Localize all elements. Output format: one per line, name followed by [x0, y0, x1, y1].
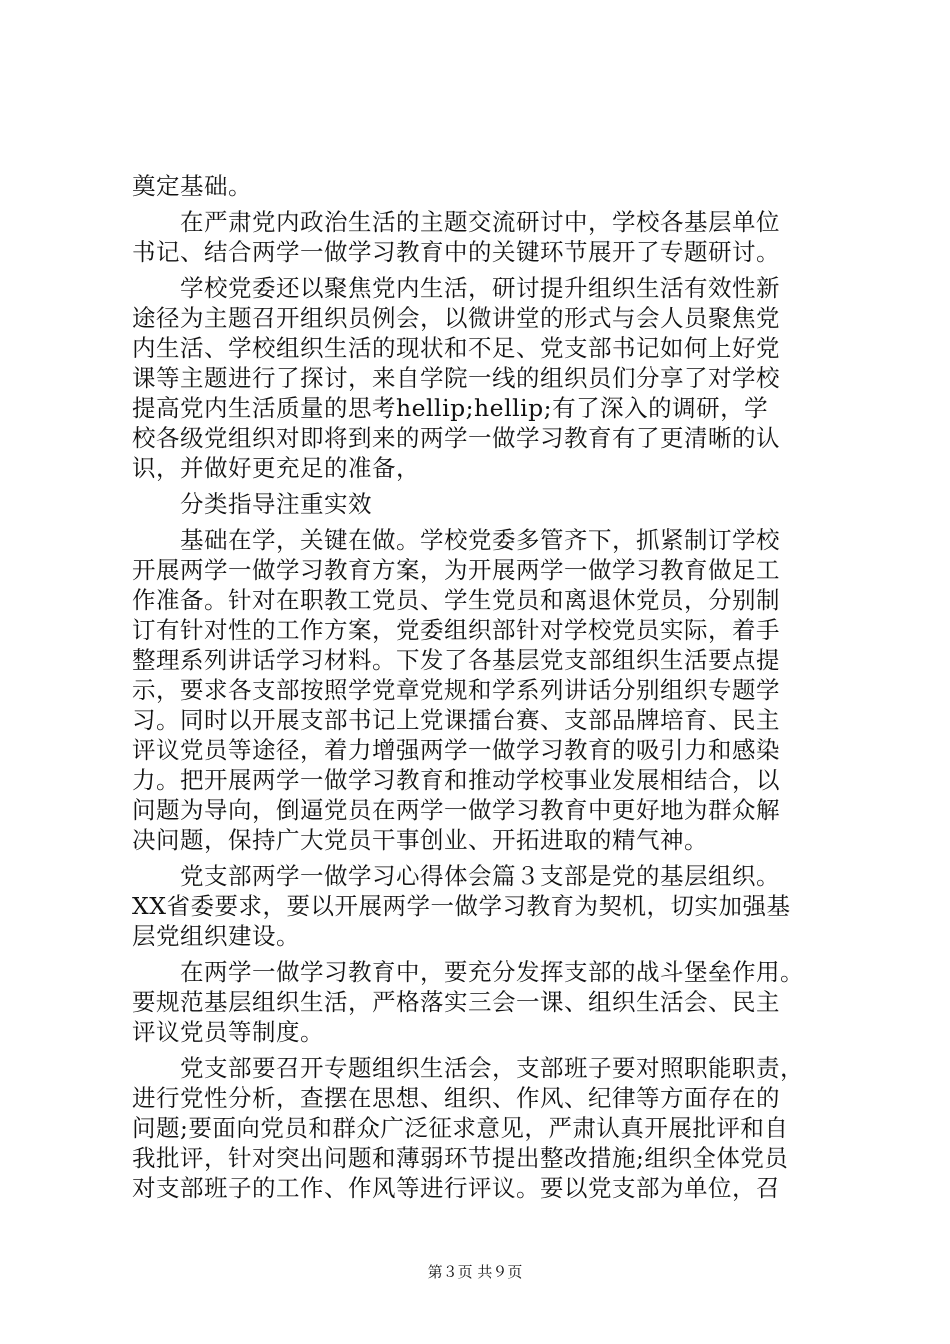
text-line: 订有针对性的工作方案，党委组织部针对学校党员实际，着手 — [132, 616, 780, 644]
text-line: 党支部两学一做学习心得体会篇３支部是党的基层组织。 — [132, 862, 780, 890]
text-line: 识，并做好更充足的准备， — [132, 454, 420, 482]
text-line: 我批评，针对突出问题和薄弱环节提出整改措施;组织全体党员 — [132, 1144, 789, 1172]
text-line: 书记、结合两学一做学习教育中的关键环节展开了专题研讨。 — [132, 238, 780, 266]
text-line: 途径为主题召开组织员例会，以微讲堂的形式与会人员聚焦党 — [132, 304, 780, 332]
text-line: 评议党员等途径，着力增强两学一做学习教育的吸引力和感染 — [132, 736, 780, 764]
section-heading: 分类指导注重实效 — [132, 490, 372, 518]
text-line: 在严肃党内政治生活的主题交流研讨中，学校各基层单位 — [132, 208, 780, 236]
text-line: 内生活、学校组织生活的现状和不足、党支部书记如何上好党 — [132, 334, 780, 362]
text-line: 决问题，保持广大党员干事创业、开拓进取的精气神。 — [132, 826, 708, 854]
text-line: 对支部班子的工作、作风等进行评议。要以党支部为单位，召 — [132, 1174, 780, 1202]
text-line: 基础在学，关键在做。学校党委多管齐下，抓紧制订学校 — [132, 526, 780, 554]
text-line: 奠定基础。 — [132, 172, 252, 200]
text-line: 力。把开展两学一做学习教育和推动学校事业发展相结合，以 — [132, 766, 780, 794]
text-line: 要规范基层组织生活，严格落实三会一课、组织生活会、民主 — [132, 988, 780, 1016]
text-line: 问题为导向，倒逼党员在两学一做学习教育中更好地为群众解 — [132, 796, 780, 824]
text-line: 提高党内生活质量的思考hellip;hellip;有了深入的调研，学 — [132, 394, 769, 422]
page-footer: 第３页 共９页 — [427, 1263, 523, 1281]
text-line: 评议党员等制度。 — [132, 1018, 324, 1046]
text-line: 整理系列讲话学习材料。下发了各基层党支部组织生活要点提 — [132, 646, 780, 674]
text-line: 问题;要面向党员和群众广泛征求意见，严肃认真开展批评和自 — [132, 1114, 789, 1142]
text-line: 层党组织建设。 — [132, 922, 300, 950]
text-line: 党支部要召开专题组织生活会，支部班子要对照职能职责， — [132, 1054, 804, 1082]
text-line: 进行党性分析，查摆在思想、组织、作风、纪律等方面存在的 — [132, 1084, 780, 1112]
text-line: 作准备。针对在职教工党员、学生党员和离退休党员，分别制 — [132, 586, 780, 614]
text-line: 示，要求各支部按照学党章党规和学系列讲话分别组织专题学 — [132, 676, 780, 704]
text-line: 习。同时以开展支部书记上党课擂台赛、支部品牌培育、民主 — [132, 706, 780, 734]
text-line: 课等主题进行了探讨，来自学院一线的组织员们分享了对学校 — [132, 364, 780, 392]
text-line: 在两学一做学习教育中，要充分发挥支部的战斗堡垒作用。 — [132, 958, 804, 986]
text-line: 学校党委还以聚焦党内生活，研讨提升组织生活有效性新 — [132, 274, 780, 302]
text-line: 开展两学一做学习教育方案，为开展两学一做学习教育做足工 — [132, 556, 780, 584]
text-line: 校各级党组织对即将到来的两学一做学习教育有了更清晰的认 — [132, 424, 780, 452]
text-line: XX省委要求，要以开展两学一做学习教育为契机，切实加强基 — [132, 892, 791, 920]
